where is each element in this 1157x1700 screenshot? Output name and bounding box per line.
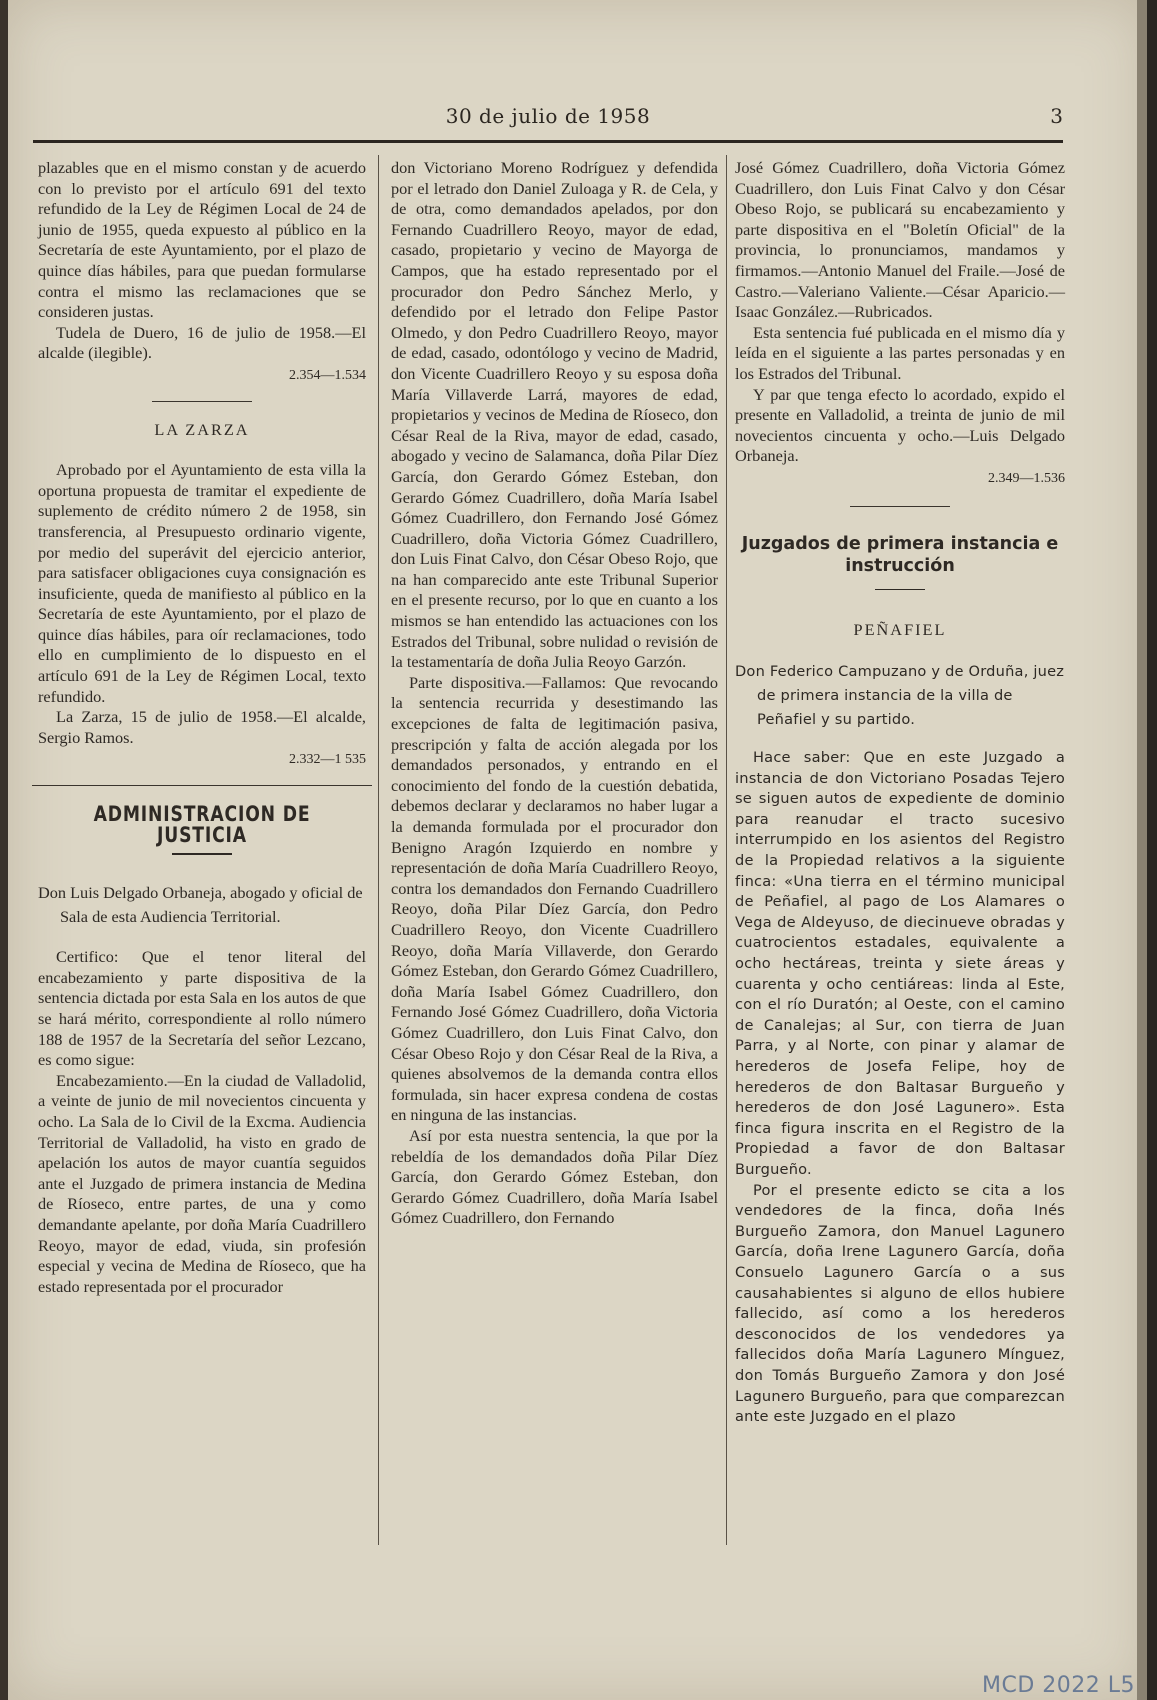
paragraph: José Gómez Cuadrillero, doña Victoria Gómez Cuadrillero, don Luis Finat Calvo y don César Obeso Rojo, se publicará su encabezamiento y parte dispositiva en el "Boletín Oficial" de la provincia, lo pronunciamos, mandamos y firmamos.—Antonio Manuel del Fraile.—José de Castro.—Valeriano Valiente.—César Aparicio.—Isaac González.—Rubricados.	[735, 158, 1065, 322]
reference-number: 2.349—1.536	[988, 470, 1065, 486]
column-middle	[391, 158, 718, 1229]
heading-underline	[172, 853, 232, 855]
column-divider	[378, 155, 379, 1545]
heading-underline	[875, 589, 925, 590]
paragraph: Aprobado por el Ayuntamiento de esta villa la oportuna propuesta de tramitar el expediente de suplemento de crédito número 2 de 1958, sin transferencia, al Presupuesto ordinario vigente, por medio del superávit del ejercicio anterior, para satisfacer obligaciones cuya consignación es insuficiente, queda de manifiesto al público en la Secretaría de este Ayuntamiento, por el plazo de quince días hábiles, para oír reclamaciones, todo ello en cumplimiento de lo dispuesto en el artículo 691 de la Ley de Régimen Local, texto refundido.	[38, 460, 366, 706]
official-intro: Don Federico Campuzano y de Orduña, juez de primera instancia de la villa de Peñafiel y su partido.	[735, 663, 1065, 729]
paragraph: plazables que en el mismo constan y de acuerdo con lo previsto por el artículo 691 del texto refundido de la Ley de Régimen Local de 24 de junio de 1955, queda expuesto al público en la Secretaría de este Ayuntamiento, por el plazo de quince días hábiles, para que puedan formularse contra el mismo las reclamaciones que se consideren justas.	[38, 158, 366, 322]
paragraph: don Victoriano Moreno Rodríguez y defendida por el letrado don Daniel Zuloaga y R. de Cela, y de otra, como demandados apelados, por don Fernando Cuadrillero Reoyo, mayor de edad, casado, propietario y vecino de Mayorga de Campos, que ha estado representado por el procurador don Pedro Sánchez Merlo, y defendido por el letrado don Felipe Pastor Olmedo, y don Pedro Cuadrillero Reoyo, mayor de edad, casado, odontólogo y vecino de Madrid, don Vicente Cuadrillero Reoyo y su esposa doña María Villaverde Larrá, mayores de edad, propietarios y vecinos de Medina de Ríoseco, don César Real de la Riva, mayor de edad, casado, abogado y vecino de Salamanca, doña Pilar Díez García, don Gerardo Gómez Esteban, don Gerardo Gómez Cuadrillero, doña María Isabel Gómez Cuadrillero, don Fernando José Gómez Cuadrillero, doña Victoria Gómez Cuadrillero, don Luis Finat Calvo, don César Obeso Rojo, que na han comparecido ante este Tribunal Superior en el presente recurso, por lo que en cuanto a los mismos se han entendido las actuaciones con los Estrados del Tribunal, sobre nulidad o revisión de la testamentaría de doña Julia Reoyo Garzón.	[391, 158, 718, 672]
paragraph: Hace saber: Que en este Juzgado a instancia de don Victoriano Posadas Tejero se siguen autos de expediente de dominio para reanudar el tracto sucesivo interrumpido en los asientos del Registro de la Propiedad relativos a la siguiente finca: «Una tierra en el término municipal de Peñafiel, al pago de Los Alamares o Vega de Aldeyuso, de diecinueve obradas y cuatrocientos estadales, equivalente a ocho hectáreas, treinta y siete áreas y cuarenta y ocho centiáreas: linda al Este, con el río Duratón; al Oeste, con el camino de Canalejas; al Sur, con tierra de Juan Parra, y al Norte, con pinar y alamar de herederos de Josefa Felipe, hoy de herederos de don Baltasar Burgueño y herederos de don José Lagunero». Esta finca figura inscrita en el Registro de la Propiedad a favor de don Baltasar Burgueño.	[735, 749, 1065, 1178]
paragraph: Por el presente edicto se cita a los vendedores de la finca, doña Inés Burgueño Zamora, don Manuel Lagunero García, doña Irene Lagunero García, doña Consuelo Lagunero García o a sus causahabientes si alguno de ellos hubiere fallecido, así como a los herederos desconocidos de los vendedores ya fallecidos doña María Lagunero Mínguez, don Tomás Burgueño Zamora y don José Lagunero Burgueño, para que comparezcan ante este Juzgado en el plazo	[735, 1181, 1065, 1426]
column-divider	[726, 155, 727, 1545]
newspaper-page	[8, 0, 1147, 1700]
official-intro: Don Luis Delgado Orbaneja, abogado y oficial de Sala de esta Audiencia Territorial.	[38, 883, 363, 927]
watermark-label: MCD 2022 L5	[981, 1673, 1135, 1698]
column-left	[38, 158, 366, 1297]
section-title: LA ZARZA	[154, 419, 250, 439]
header-date: 30 de julio de 1958	[445, 104, 651, 128]
separator-rule	[32, 785, 372, 786]
page-gutter	[0, 0, 8, 1700]
signature-line: Tudela de Duero, 16 de julio de 1958.—El alcalde (ilegible).	[38, 322, 366, 363]
paragraph: Parte dispositiva.—Fallamos: Que revocando la sentencia recurrida y desestimando las excepciones de falta de legitimación pasiva, prescripción y falta de acción alegada por los demandados personados, y entrando en el conocimiento del fondo de la cuestión debatida, debemos declarar y declaramos no haber lugar a la demanda formulada por el procurador don Benigno Aragón Izquierdo en nombre y representación de doña María Cuadrillero Reoyo, contra los demandados don Fernando Cuadrillero Reoyo, doña Pilar Díez García, don Pedro Cuadrillero Reoyo, don Vicente Cuadrillero Reoyo, doña María Villaverde, don Gerardo Gómez Esteban, don Gerardo Gómez Cuadrillero, doña María Isabel Gómez Cuadrillero, don Fernando José Gómez Cuadrillero, doña Victoria Gómez Cuadrillero, don Luis Finat Calvo, don César Obeso Rojo y don César Real de la Riva, a quienes absolvemos de la demanda contra ellos formulada, sin hacer expresa condena de costas en ninguna de las instancias.	[391, 672, 718, 1125]
reference-number: 2.354—1.534	[289, 367, 366, 383]
section-heading: Juzgados de primera instancia e instrucción	[741, 533, 1059, 576]
paragraph: Encabezamiento.—En la ciudad de Valladolid, a veinte de junio de mil novecientos cincuenta y ocho. La Sala de lo Civil de la Excma. Audiencia Territorial de Valladolid, ha visto en grado de apelación los autos de mayor cuantía seguidos ante el Juzgado de primera instancia de Medina de Ríoseco, entre partes, de una y como demandante apelante, por doña María Cuadrillero Reoyo, mayor de edad, viuda, sin profesión especial y vecina de Medina de Ríoseco, que ha estado representada por el procurador	[38, 1070, 366, 1296]
paragraph: Certifico: Que el tenor literal del encabezamiento y parte dispositiva de la sentencia dictada por esta Sala en los autos de que se hará mérito, correspondiente al rollo número 188 de 1957 de la Secretaría del señor Lezcano, es como sigue:	[38, 947, 366, 1070]
reference-number: 2.332—1 535	[289, 752, 366, 768]
column-right	[735, 158, 1065, 1428]
paragraph: Esta sentencia fué publicada en el mismo día y leída en el siguiente a las partes personadas y en los Estrados del Tribunal.	[735, 322, 1065, 383]
section-title: PEÑAFIEL	[853, 619, 947, 639]
paragraph: Así por esta nuestra sentencia, la que por la rebeldía de los demandados doña Pilar Díez García, don Gerardo Gómez Esteban, don Gerardo Gómez Cuadrillero, doña María Isabel Gómez Cuadrillero, don Fernando	[391, 1125, 718, 1228]
page-header	[33, 100, 1063, 143]
separator-rule	[152, 401, 252, 402]
separator-rule	[850, 506, 950, 507]
page-number: 3	[1050, 104, 1063, 128]
signature-line: La Zarza, 15 de julio de 1958.—El alcalde, Sergio Ramos.	[38, 707, 366, 747]
paragraph: Y par que tenga efecto lo acordado, expido el presente en Valladolid, a treinta de junio de mil novecientos cincuenta y ocho.—Luis Delgado Orbaneja.	[735, 384, 1065, 466]
page-edge	[1137, 0, 1147, 1700]
section-heading: ADMINISTRACION DE JUSTICIA	[93, 802, 311, 847]
